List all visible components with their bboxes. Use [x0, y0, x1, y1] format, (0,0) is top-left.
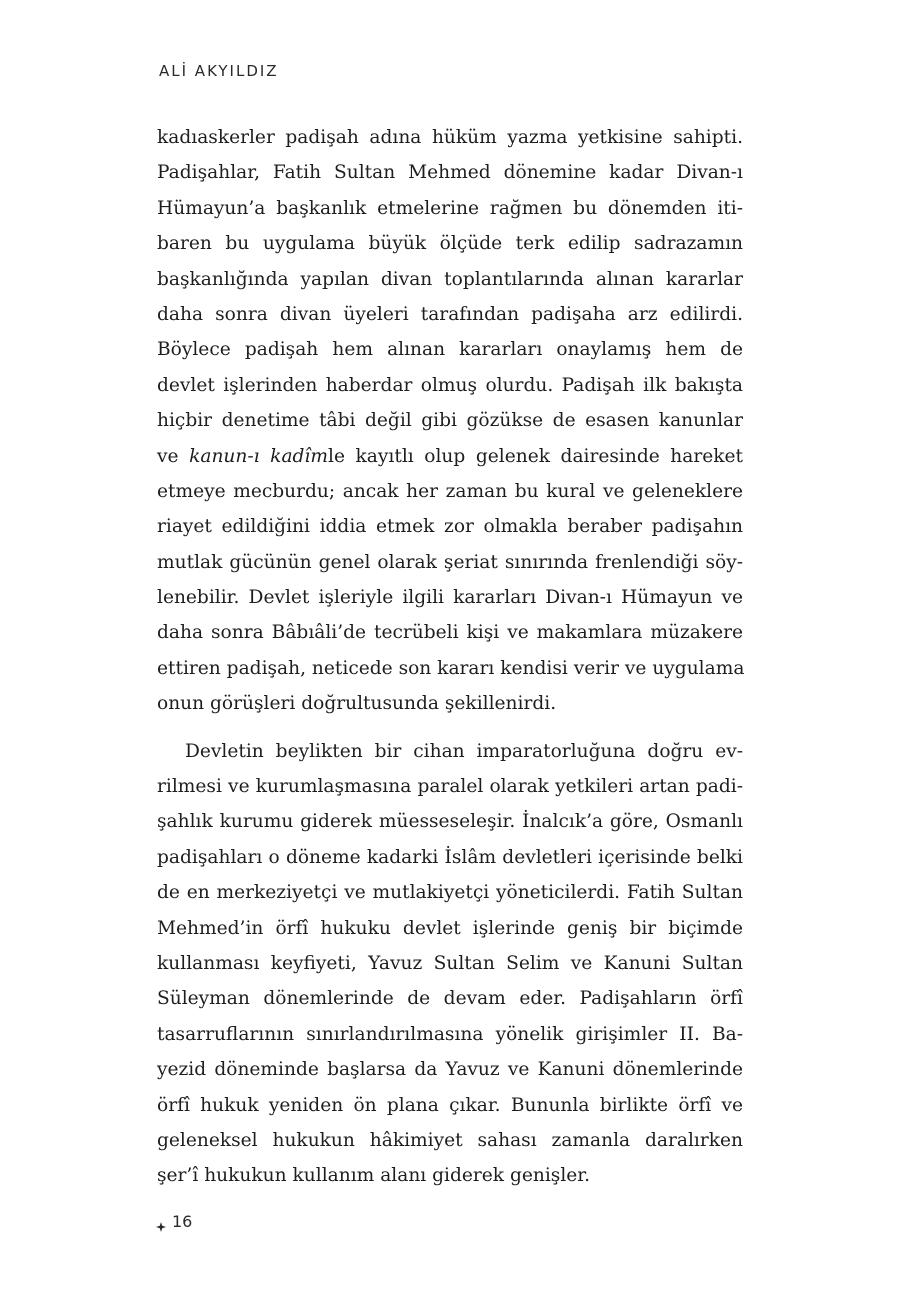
- text-fragment: ve: [157, 445, 190, 467]
- page-number: 16: [172, 1212, 193, 1231]
- diamond-icon: [156, 1217, 166, 1227]
- text-line: daha sonra Bâbıâli’de tecrübeli kişi ve makamlara müzakere: [157, 622, 743, 644]
- text-line: Padişahlar, Fatih Sultan Mehmed dönemine kadar Divan-ı: [157, 162, 743, 184]
- text-line: Hümayun’a başkanlık etmelerine rağmen bu dönemden iti-: [157, 197, 743, 219]
- text-line: hiçbir denetime tâbi değil gibi gözükse de esasen kanunlar: [157, 410, 743, 432]
- text-line: kadıaskerler padişah adına hüküm yazma yetkisine sahipti.: [157, 127, 743, 148]
- text-line: Süleyman dönemlerinde de devam eder. Padişahların örfî: [157, 988, 743, 1010]
- paragraph-2: [157, 734, 743, 1194]
- text-line-with-italic: [157, 439, 743, 474]
- text-line: mutlak gücünün genel olarak şeriat sınırında frenlendiği söy-: [157, 551, 743, 573]
- text-line: onun görüşleri doğrultusunda şekillenirdi.: [157, 693, 557, 715]
- text-line: baren bu uygulama büyük ölçüde terk edilip sadrazamın: [157, 233, 743, 255]
- text-line: şer’î hukukun kullanım alanı giderek genişler.: [157, 1165, 591, 1187]
- text-line: başkanlığında yapılan divan toplantılarında alınan kararlar: [157, 268, 743, 290]
- text-line: yezid döneminde başlarsa da Yavuz ve Kanuni dönemlerinde: [157, 1059, 743, 1081]
- text-line: riayet edildiğini iddia etmek zor olmakla beraber padişahın: [157, 516, 743, 538]
- text-line: devlet işlerinden haberdar olmuş olurdu. Padişah ilk bakışta: [157, 374, 743, 396]
- paragraph-1: [157, 120, 743, 722]
- running-head-author: ALİ AKYILDIZ: [159, 62, 279, 80]
- text-line: daha sonra divan üyeleri tarafından padişaha arz edilirdi.: [157, 303, 743, 325]
- text-line: Mehmed’in örfî hukuku devlet işlerinde geniş bir biçimde: [157, 917, 743, 939]
- text-line: örfî hukuk yeniden ön plana çıkar. Bununla birlikte örfî ve: [157, 1094, 743, 1116]
- text-line: şahlık kurumu giderek müesseseleşir. İnalcık’a göre, Osmanlı: [157, 811, 743, 833]
- text-line: kullanması keyfiyeti, Yavuz Sultan Selim ve Kanuni Sultan: [157, 952, 743, 974]
- text-line: lenebilir. Devlet işleriyle ilgili kararları Divan-ı Hümayun ve: [157, 587, 743, 609]
- italic-term: kanun-ı kadîm: [189, 445, 329, 467]
- text-line: Devletin beylikten bir cihan imparatorluğuna doğru ev-: [185, 740, 743, 762]
- text-line: geleneksel hukukun hâkimiyet sahası zamanla daralırken: [157, 1129, 743, 1151]
- paragraph-gap: [157, 722, 743, 734]
- body-text: [157, 120, 743, 1194]
- text-line: ettiren padişah, neticede son kararı kendisi verir ve uygulama: [157, 657, 745, 679]
- text-line: etmeye mecburdu; ancak her zaman bu kural ve geleneklere: [157, 480, 743, 502]
- text-line: Böylece padişah hem alınan kararları onaylamış hem de: [157, 339, 743, 361]
- page-footer: [156, 1212, 192, 1231]
- text-fragment: le kayıtlı olup gelenek dairesinde hareket: [328, 445, 744, 467]
- text-line: de en merkeziyetçi ve mutlakiyetçi yöneticilerdi. Fatih Sultan: [157, 882, 743, 904]
- text-line: tasarruflarının sınırlandırılmasına yönelik girişimler II. Ba-: [157, 1023, 743, 1045]
- text-line: rilmesi ve kurumlaşmasına paralel olarak yetkileri artan padi-: [157, 776, 743, 798]
- text-line: padişahları o döneme kadarki İslâm devletleri içerisinde belki: [157, 846, 743, 868]
